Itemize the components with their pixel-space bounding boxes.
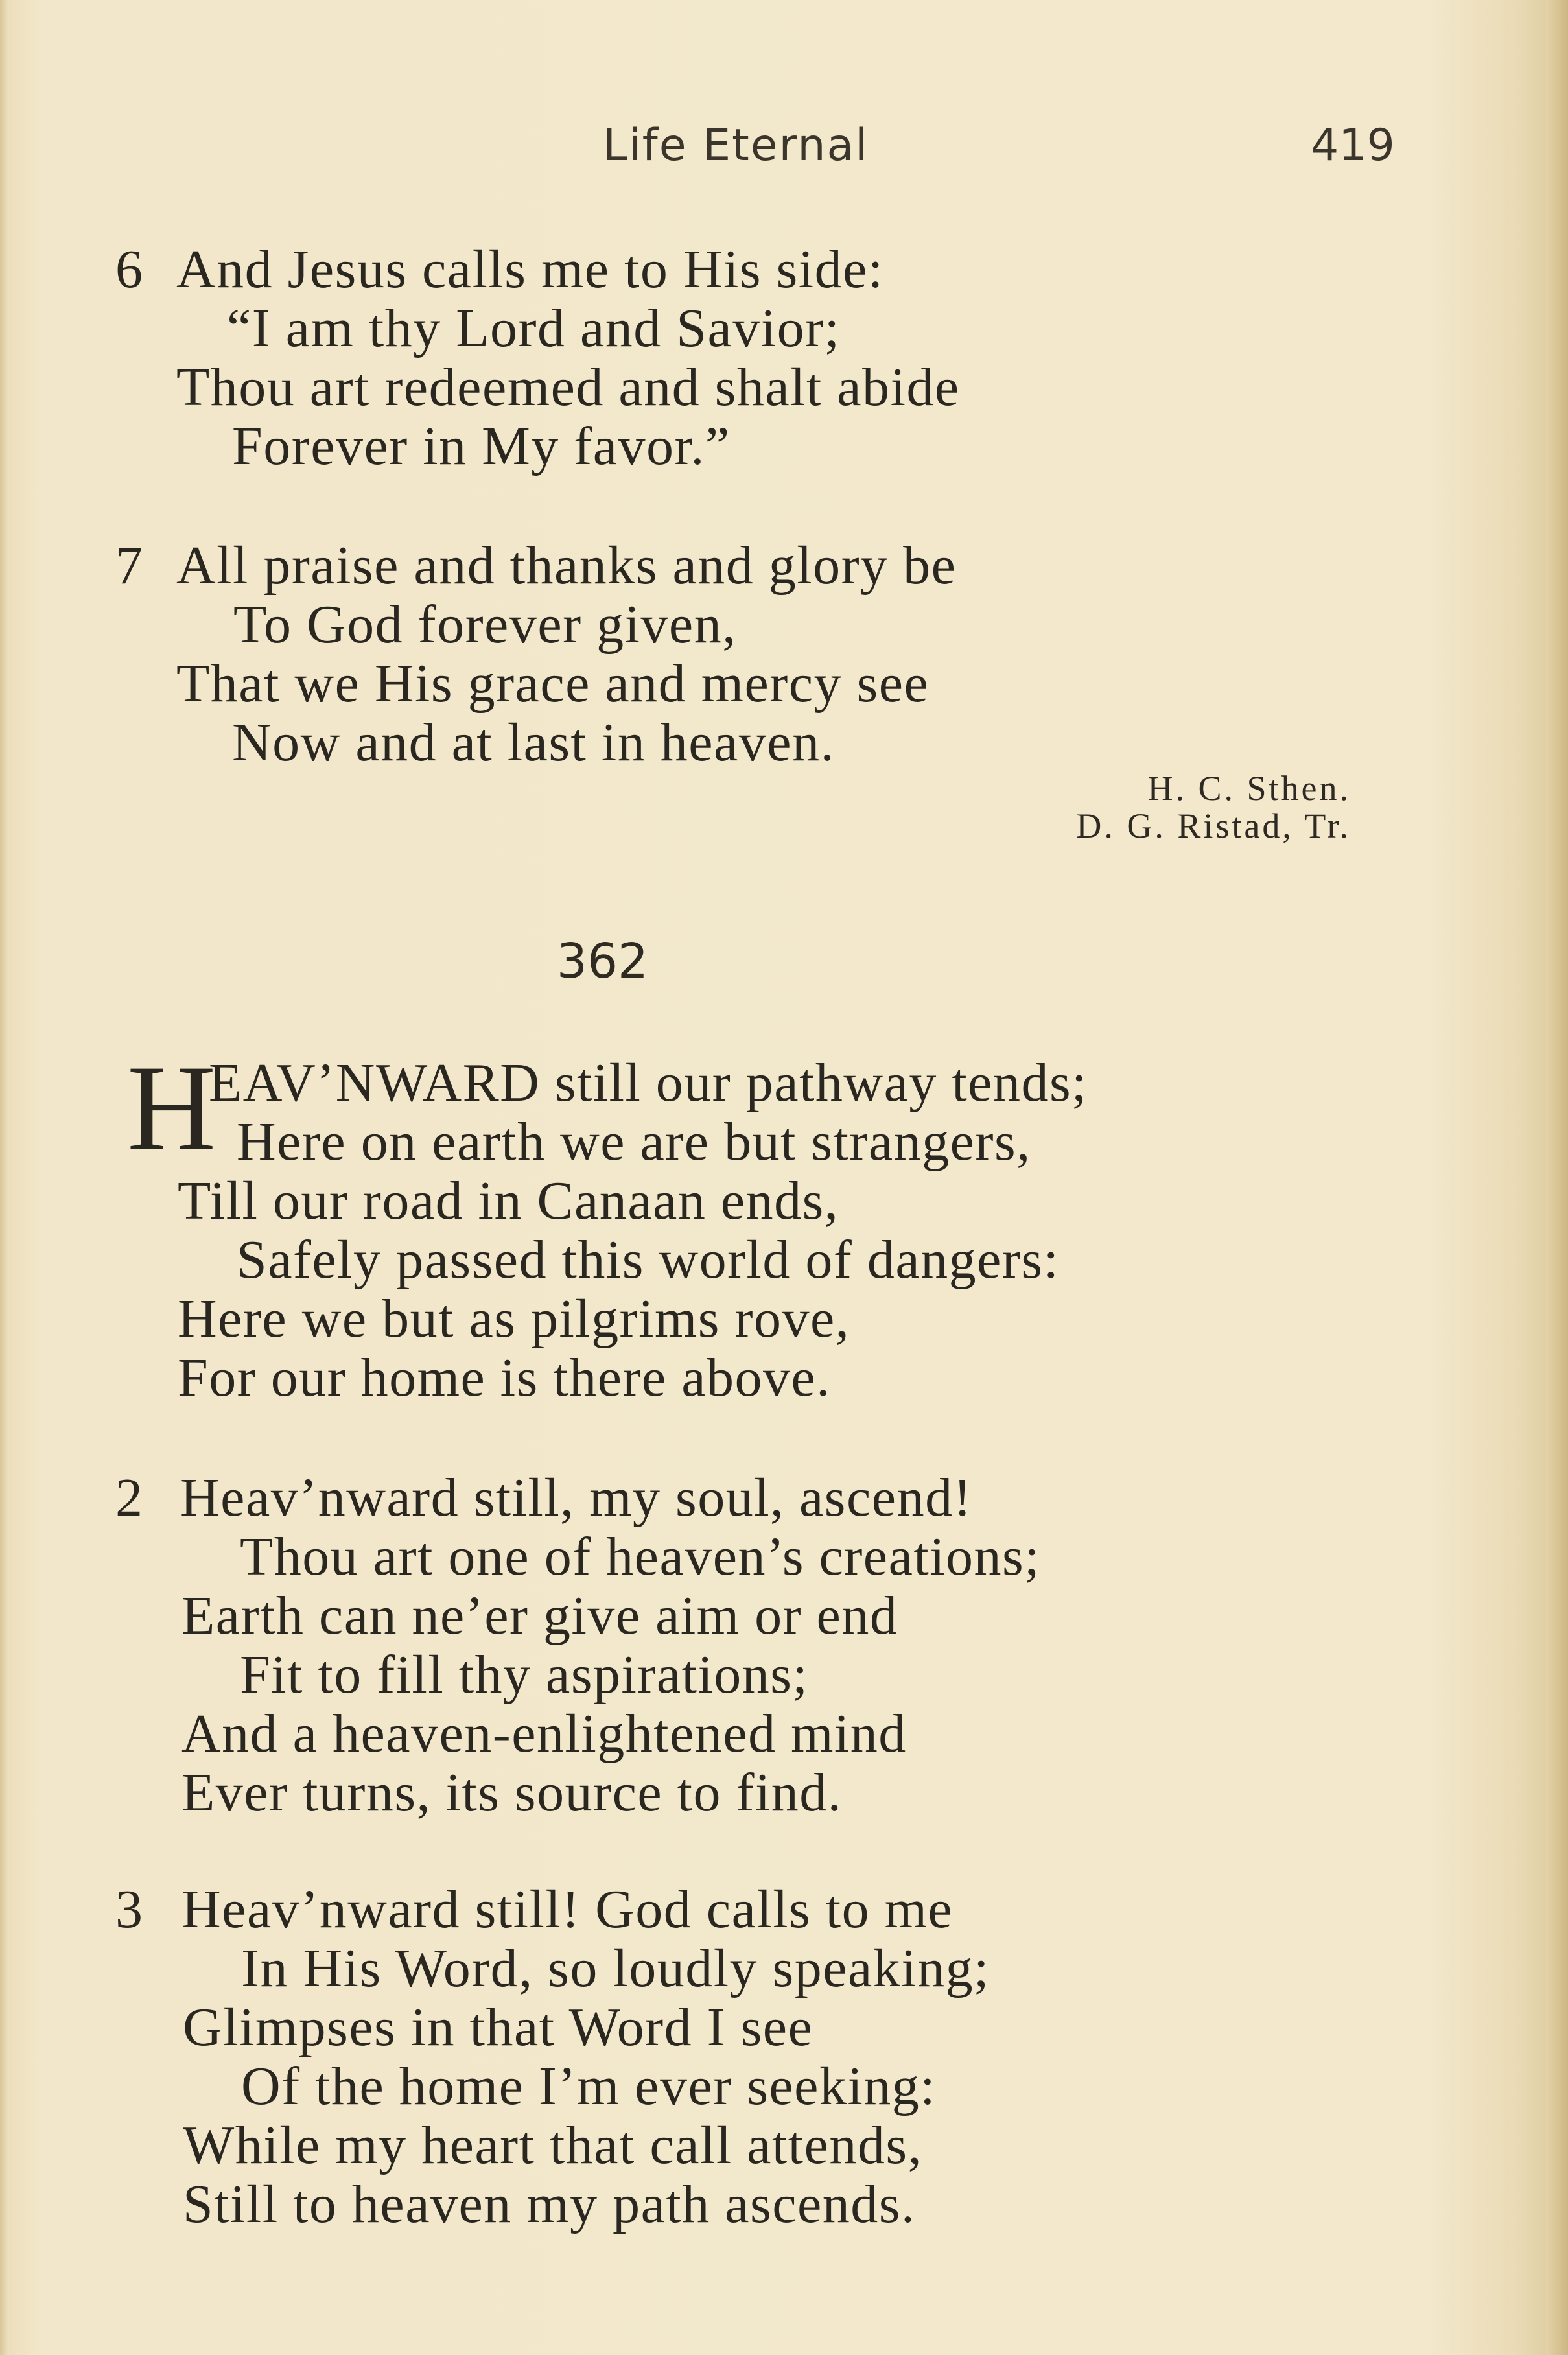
verse-line: For our home is there above. [178,1348,831,1408]
verse-line: And a heaven-enlightened mind [181,1704,907,1764]
page-right-edge [1546,0,1568,2355]
verse-line: Ever turns, its source to find. [181,1763,843,1823]
stanza-number: 2 [115,1468,143,1528]
verse-line: That we His grace and mercy see [176,653,930,714]
hymn-number [0,933,1568,989]
page-left-edge [0,0,9,2355]
verse-line: All praise and thanks and glory be [176,535,957,596]
stanza-number: 6 [115,239,143,299]
running-title: Life Eternal [603,120,869,171]
verse-line: While my heart that call attends, [183,2115,923,2175]
verse-line: Forever in My favor.” [232,416,731,476]
verse-line: Heav’nward still, my soul, ascend! [180,1468,973,1528]
verse-line: Thou art redeemed and shalt abide [176,357,960,417]
verse-line: EAV’NWARD still our pathway tends; [209,1053,1088,1113]
page-header [0,120,1568,172]
verse-line: Till our road in Canaan ends, [178,1171,839,1231]
verse-line: Fit to fill thy aspirations; [240,1645,809,1705]
hymn-translator: D. G. Ristad, Tr. [1076,806,1351,845]
stanza-number: 3 [115,1879,143,1939]
verse-line: And Jesus calls me to His side: [176,239,884,299]
verse-line: Still to heaven my path ascends. [183,2174,916,2234]
verse-line: Heav’nward still! God calls to me [181,1879,954,1939]
verse-line: In His Word, so loudly speaking; [241,1938,990,1998]
verse-line: Glimpses in that Word I see [183,1997,813,2057]
hymn-author: H. C. Sthen. [1147,769,1351,808]
verse-line: Earth can ne’er give aim or end [181,1586,898,1646]
hymn-number-label: 362 [556,933,649,989]
verse-line: Of the home I’m ever seeking: [241,2056,937,2116]
verse-line: Here we but as pilgrims rove, [178,1289,850,1349]
verse-line: Safely passed this world of dangers: [237,1230,1060,1290]
verse-line: Thou art one of heaven’s creations; [240,1527,1041,1587]
page-number: 419 [1311,120,1395,171]
stanza-number: 7 [115,535,143,596]
drop-cap: H [127,1040,216,1177]
verse-line: “I am thy Lord and Savior; [227,298,841,358]
verse-line: Now and at last in heaven. [232,712,836,773]
verse-line: Here on earth we are but strangers, [237,1112,1031,1172]
verse-line: To God forever given, [233,594,737,655]
